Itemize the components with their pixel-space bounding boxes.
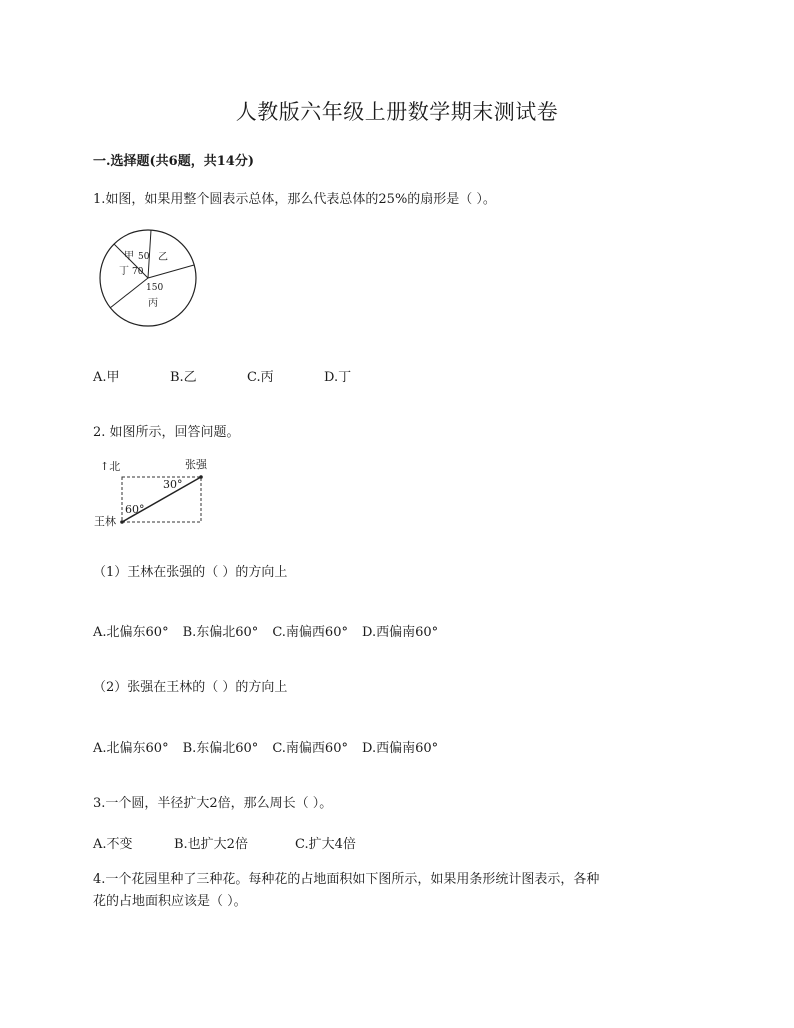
angle-top-label: 30° [163,478,183,491]
question-4-line-1: 4.一个花园里种了三种花。每种花的占地面积如下图所示，如果用条形统计图表示，各种 [93,872,600,887]
q3-option-c[interactable]: C.扩大4倍 [295,837,356,852]
q1-option-a[interactable]: A.甲 [93,370,120,385]
angle-bottom-label: 60° [125,503,145,516]
q3-option-b[interactable]: B.也扩大2倍 [174,837,248,852]
sector-ding-angle: 70 [132,267,144,277]
q2-1-option-d[interactable]: D.西偏南60° [361,625,439,640]
q2-1-option-a[interactable]: A.北偏东60° [93,625,169,640]
question-3-options [93,833,385,852]
zhang-point [199,475,203,479]
sector-jia-label: 甲 [124,251,134,262]
q2-2-option-d[interactable]: D.西偏南60° [361,741,439,756]
q2-2-option-b[interactable]: B.东偏北60° [182,741,259,756]
sector-bing-label: 丙 [148,298,158,309]
q1-option-d[interactable]: D.丁 [324,370,352,385]
question-2-sub2: （2）张强在王林的（ ）的方向上 [93,680,288,695]
q2-2-option-a[interactable]: A.北偏东60° [93,741,169,756]
sector-yi-label: 乙 [158,252,168,263]
q1-option-b[interactable]: B.乙 [170,370,197,385]
question-2-sub1-options [93,621,452,640]
question-4-line-2: 花的占地面积应该是（ ）。 [93,894,247,909]
zhang-label: 张强 [185,458,207,471]
pie-radius-3 [110,278,148,308]
pie-figure [98,228,202,330]
section-heading: 一.选择题(共6题，共14分) [93,154,254,169]
pie-radius-2 [148,265,194,278]
q3-option-a[interactable]: A.不变 [93,837,133,852]
q2-2-option-c[interactable]: C.南偏西60° [272,741,348,756]
sector-jia-angle: 50 [138,252,150,262]
sector-bing-angle: 150 [146,283,164,293]
q2-1-option-c[interactable]: C.南偏西60° [272,625,348,640]
page-title: 人教版六年级上册数学期末测试卷 [235,100,559,124]
wang-label: 王林 [94,515,116,528]
direction-figure [93,455,223,533]
wang-point [120,520,124,524]
question-2-text: 2. 如图所示，回答问题。 [93,425,240,440]
question-2-sub2-options [93,737,452,756]
q1-option-c[interactable]: C.丙 [247,370,274,385]
sector-ding-label: 丁 [119,266,129,277]
question-3-text: 3.一个圆，半径扩大2倍，那么周长（ ）。 [93,796,333,811]
question-2-sub1: （1）王林在张强的（ ）的方向上 [93,565,288,580]
question-1-text: 1.如图，如果用整个圆表示总体，那么代表总体的25%的扇形是（ ）。 [93,192,496,207]
q2-1-option-b[interactable]: B.东偏北60° [182,625,259,640]
question-1-options [93,366,384,385]
north-label: ↑北 [100,460,121,473]
